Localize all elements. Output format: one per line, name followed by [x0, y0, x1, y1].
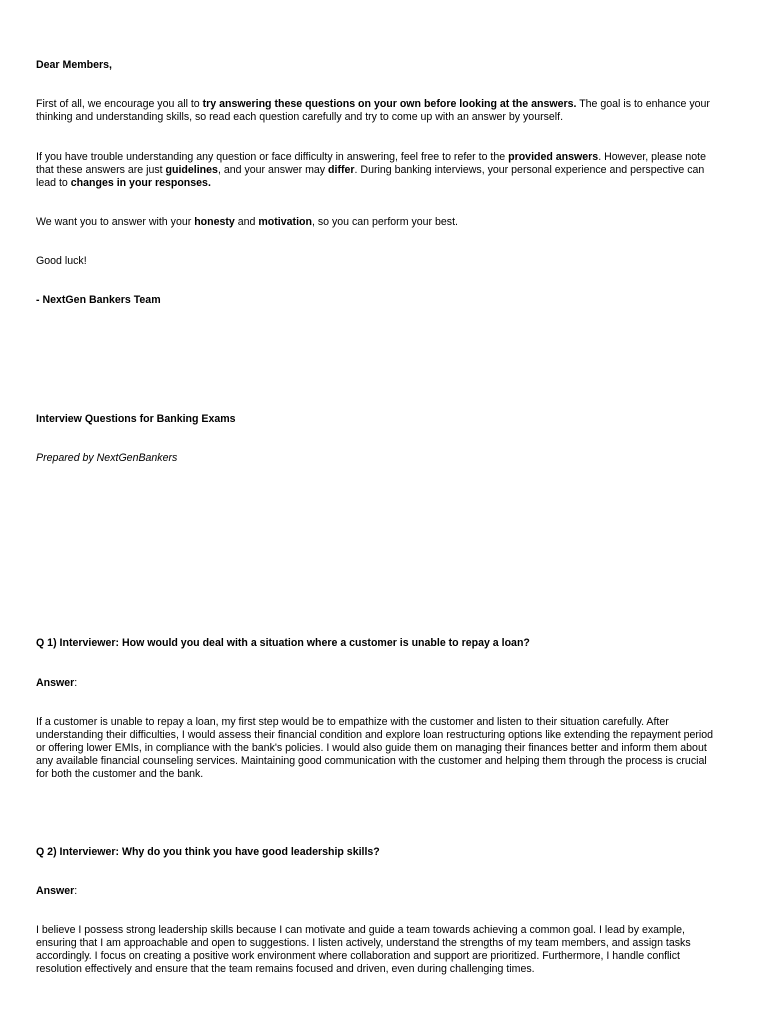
good-luck-text: Good luck!: [36, 255, 87, 267]
honesty-paragraph: We want you to answer with your honesty and motivation, so you can perform your best.: [36, 216, 458, 228]
answer-label-2: Answer:: [36, 885, 78, 897]
answer-label-1: Answer:: [36, 677, 78, 689]
signature: - NextGen Bankers Team: [36, 294, 161, 306]
guidance-paragraph: If you have trouble understanding any question or face difficulty in answering, feel free to refer to the provided answers. However, please note that these answers are just guidelines, and your answer may differ. During banking interviews, your personal experience and perspective can lead to changes in your responses.: [36, 151, 706, 189]
intro-paragraph: First of all, we encourage you all to try answering these questions on your own before looking at the answers. The goal is to enhance your thinking and understanding skills, so read each question carefully and try to come up with an answer by yourself.: [36, 98, 710, 123]
document-title: Interview Questions for Banking Exams: [36, 413, 236, 425]
greeting: Dear Members,: [36, 59, 112, 71]
question-2: Q 2) Interviewer: Why do you think you have good leadership skills?: [36, 846, 380, 858]
prepared-by: Prepared by NextGenBankers: [36, 452, 178, 464]
question-1: Q 1) Interviewer: How would you deal with a situation where a customer is unable to repay a loan?: [36, 637, 530, 649]
answer-text-2: I believe I possess strong leadership skills because I can motivate and guide a team towards achieving a common goal. I lead by example, ensuring that I am approachable and open to suggestions. I listen actively, understand the strengths of my team members, and assign tasks accordingly. I focus on creating a positive work environment where collaboration and support are prioritized. Furthermore, I handle conflict resolution effectively and ensure that the team remains focused and driven, even during challenging times.: [36, 924, 691, 975]
answer-text-1: If a customer is unable to repay a loan, my first step would be to empathize with the customer and listen to their situation carefully. After understanding their difficulties, I would assess their financial condition and explore loan restructuring options like extending the repayment period or offering lower EMIs, in compliance with the bank's policies. I would also guide them on managing their finances better and inform them about any available financial counseling services. Maintaining good communication with the customer and helping them through the process is crucial for both the customer and the bank.: [36, 716, 714, 780]
